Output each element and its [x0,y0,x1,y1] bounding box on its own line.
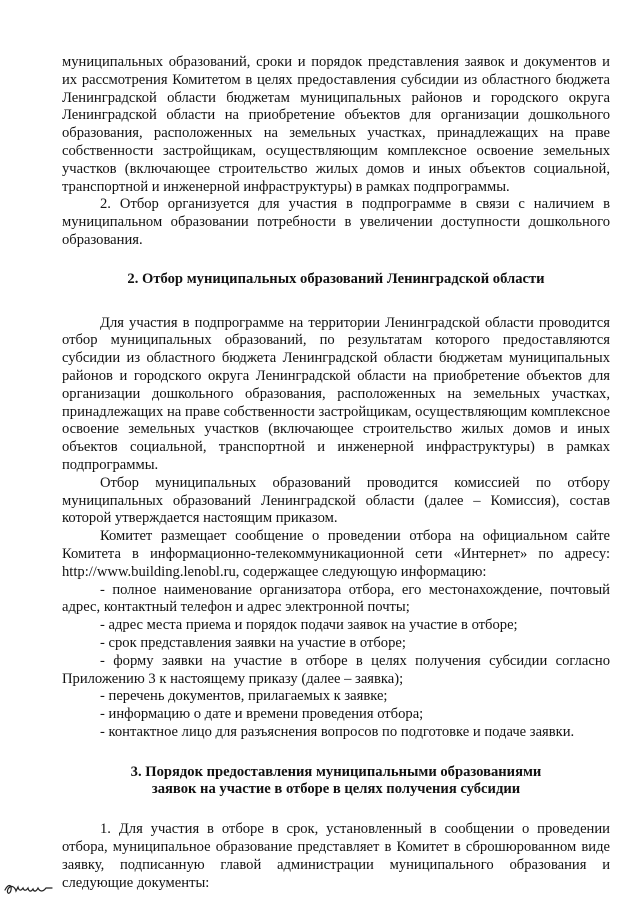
list-item: - контактное лицо для разъяснения вопросов по подготовке и подаче заявки. [100,723,575,740]
section-2-paragraph-2: Отбор муниципальных образований проводится комиссией по отбору муниципальных образований Ленинградской области (далее – Комиссия), состав которой утверждается настоящим приказом. [62,474,610,527]
list-item: - форму заявки на участие в отборе в целях получения субсидии согласно Приложению 3 к настоящему приказу (далее – заявка); [62,652,610,687]
section-3-heading-line-1: 3. Порядок предоставления муниципальными образованиями [130,763,542,780]
info-list [62,582,610,742]
list-item: - полное наименование организатора отбора, его местонахождение, почтовый адрес, контактный телефон и адрес электронной почты; [62,581,610,616]
handwritten-signature-icon [2,878,62,900]
intro-paragraph-1: муниципальных образований, сроки и порядок представления заявок и документов и их рассмотрения Комитетом в целях предоставления субсидии из областного бюджета Ленинградской области бюджетам муниципальных районов и городского округа Ленинградской области на приобретение объектов для организации дошкольного образования, расположенных на земельных участках, принадлежащих на праве собственности застройщикам, осуществляющим комплексное освоение земельных участков (включающее строительство жилых домов и иных объектов социальной, транспортной и инженерной инфраструктуры) в рамках подпрограммы. [62,54,610,195]
intro-paragraph-2: 2. Отбор организуется для участия в подпрограмме в связи с наличием в муниципальном образовании потребности в увеличении доступности дошкольного образования. [62,196,610,248]
section-2-paragraph-1: Для участия в подпрограмме на территории Ленинградской области проводится отбор муниципальных образований, по результатам которого предоставляются субсидии из областного бюджета Ленинградской области бюджетам муниципальных районов и городского округа Ленинградской области на приобретение объектов для организации дошкольного образования, расположенных на земельных участках, принадлежащих на праве собственности застройщикам, осуществляющим комплексное освоение земельных участков (включающее строительство жилых домов и иных объектов социальной, транспортной и инженерной инфраструктуры) в рамках подпрограммы. [62,314,610,473]
list-item: - срок представления заявки на участие в отборе; [100,634,406,651]
section-2-heading: 2. Отбор муниципальных образований Ленинградской области [127,270,545,287]
section-3-heading-line-2: заявок на участие в отборе в целях получения субсидии [151,781,521,798]
section-2-paragraph-3: Комитет размещает сообщение о проведении отбора на официальном сайте Комитета в информационно-телекоммуникационной сети «Интернет» по адресу: http://www.building.lenobl.ru, содержащее следующую информацию: [62,528,610,580]
section-3-paragraph-1: 1. Для участия в отборе в срок, установленный в сообщении о проведении отбора, муниципальное образование представляет в Комитет в сброшюрованном виде заявку, подписанную главой администрации муниципального образования и следующие документы: [62,821,610,891]
list-item: - перечень документов, прилагаемых к заявке; [100,688,388,705]
document-page [62,54,610,892]
list-item: - адрес места приема и порядок подачи заявок на участие в отборе; [100,617,518,634]
list-item: - информацию о дате и времени проведения отбора; [100,706,424,723]
